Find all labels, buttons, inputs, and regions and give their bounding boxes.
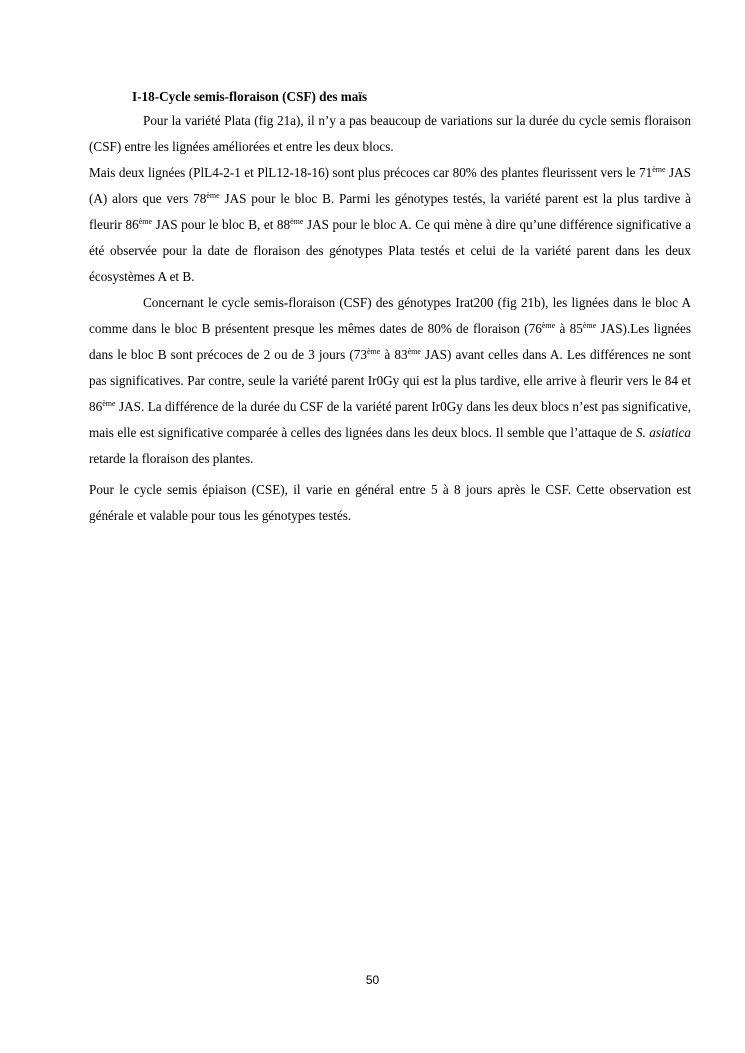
text-run: à 83 <box>380 347 408 362</box>
text-run: JAS) avant celles dans A. Les différences ne sont pas significatives. Par contre, seule la variété parent Ir0Gy qui est la plus tardive, elle arrive à fleurir vers le 84 et 86 <box>89 347 691 414</box>
text-run: Concernant le cycle semis-floraison (CSF) des génotypes Irat200 (fig 21b), les lignées dans le bloc A comme dans le bloc B présentent presque les mêmes dates de 80% de floraison (76 <box>89 295 691 336</box>
superscript: ème <box>541 321 556 330</box>
text-run: Pour le cycle semis épiaison (CSE), il varie en général entre 5 à 8 jours après le CSF. Cette observation est générale et valable pour tous les génotypes testés. <box>89 482 691 523</box>
text-run: JAS pour le bloc A. Ce qui mène à dire qu’une différence significative a été observée pour la date de floraison des génotypes Plata testés et celui de la variété parent dans les deux écosystèmes A et B. <box>89 217 692 284</box>
text-run: JAS pour le bloc B, et 88 <box>152 217 291 232</box>
page-number: 50 <box>365 973 380 987</box>
superscript: ème <box>206 191 220 200</box>
section-heading: I-18-Cycle semis-floraison (CSF) des maïs <box>132 89 368 104</box>
text-run: JAS. La différence de la durée du CSF de la variété parent Ir0Gy dans les deux blocs n’est pas significative, mais elle est significative comparée à celles des lignées dans les deux blocs. Il semble que l’attaque de <box>89 399 691 440</box>
text-run: à 85 <box>555 321 583 336</box>
paragraph-plata-lines <box>89 160 691 290</box>
superscript: ème <box>138 217 153 226</box>
superscript: ème <box>102 399 116 408</box>
superscript: ème <box>652 165 666 174</box>
superscript: ème <box>582 321 597 330</box>
paragraph-irat200 <box>89 290 691 472</box>
text-run: JAS pour le bloc B. Parmi les génotypes testés, la variété parent est la plus tardive à fleurir 86 <box>89 191 691 232</box>
paragraph-plata-intro <box>89 108 691 160</box>
text-run: JAS).Les lignées dans le bloc B sont précoces de 2 ou de 3 jours (73 <box>89 321 691 362</box>
superscript: ème <box>366 347 381 356</box>
text-run: Mais deux lignées (PlL4-2-1 et PlL12-18-16) sont plus précoces car 80% des plantes fleurissent vers le 71 <box>89 165 653 180</box>
text-run: Pour la variété Plata (fig 21a), il n’y a pas beaucoup de variations sur la durée du cycle semis floraison (CSF) entre les lignées améliorées et entre les deux blocs. <box>89 113 691 154</box>
text-run: retarde la floraison des plantes. <box>89 451 254 466</box>
superscript: ème <box>407 347 421 356</box>
superscript: ème <box>290 217 304 226</box>
text-body <box>89 86 691 529</box>
paragraph-cse <box>89 477 691 529</box>
text-run: JAS (A) alors que vers 78 <box>89 165 691 206</box>
species-name-italic: S. asiatica <box>635 425 691 440</box>
